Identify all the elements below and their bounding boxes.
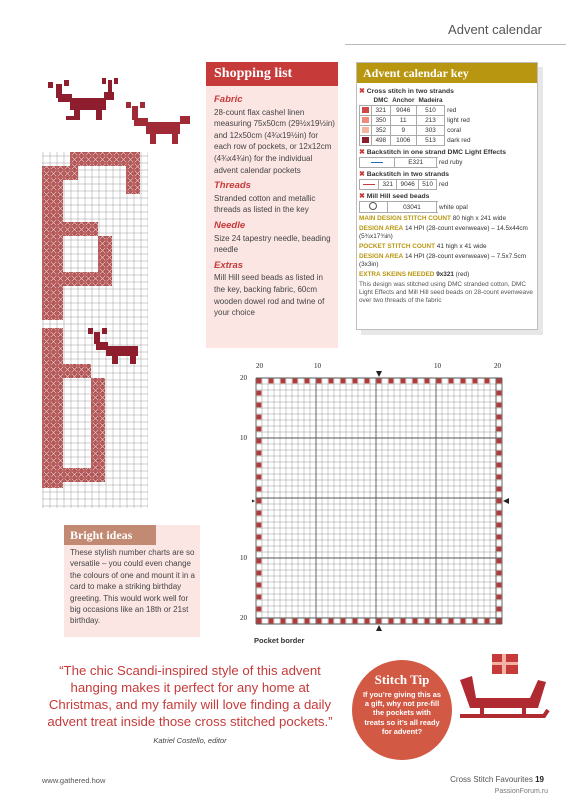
stitch-cell	[329, 379, 334, 384]
stitch-cell	[257, 439, 262, 444]
threads-heading: Threads	[214, 180, 251, 192]
quote-credit: Katriel Costello, editor	[153, 736, 227, 745]
stitch-cell	[497, 463, 502, 468]
centre-arrow-bottom	[376, 625, 382, 631]
reindeer-motif-top	[48, 78, 118, 120]
stitch-cell	[497, 583, 502, 588]
stitch-cell	[257, 451, 262, 456]
stitch-cell	[497, 595, 502, 600]
stitch-cell	[389, 379, 394, 384]
stitch-cell	[437, 379, 442, 384]
key-panel	[356, 62, 538, 330]
stitch-cell	[293, 619, 298, 624]
top-label-left-20: 20	[256, 362, 263, 370]
stitch-cell	[257, 463, 262, 468]
extras-heading: Extras	[214, 259, 244, 271]
stitch-cell	[497, 391, 502, 396]
pocket-border-chart	[252, 370, 512, 630]
extra-skeins: EXTRA SKEINS NEEDED 9x321 (red)	[359, 271, 470, 278]
stitch-cell	[449, 619, 454, 624]
reindeer-motif-second	[126, 102, 190, 144]
thread-table: DMC Anchor Madeira 321 9046 510 red 350 11 213 light red 352 9 303 coral 498 1006 513 dark red	[359, 96, 481, 146]
left-label-top-20: 20	[240, 374, 247, 382]
stitch-cell	[257, 391, 262, 396]
stitch-cell	[257, 595, 262, 600]
table-row: E321 red ruby	[360, 158, 482, 168]
stitch-cell	[257, 547, 262, 552]
stitch-cell	[473, 619, 478, 624]
stitch-cell	[401, 619, 406, 624]
key-section-cross: ✖ Cross stitch in two strands	[359, 88, 454, 95]
swatch-icon	[362, 137, 369, 143]
fabric-text: 28-count flax cashel linen measuring 75x50cm (29½x19½in) and 12x50cm (4¾x19½in) for each row of pockets, or 12x12cm (4¾x4¾in) for the individual advent calendar pockets	[214, 107, 335, 175]
stitch-cell	[269, 619, 274, 624]
left-label-top-10: 10	[240, 434, 247, 442]
table-row: 03041 white opal	[360, 202, 482, 213]
stitch-cell	[317, 379, 322, 384]
stitch-cell	[497, 403, 502, 408]
watermark: PassionForum.ru	[494, 788, 548, 795]
chart-grid	[252, 370, 512, 632]
stitch-cell	[257, 559, 262, 564]
stitch-cell	[329, 619, 334, 624]
stitch-cell	[365, 619, 370, 624]
key-title: Advent calendar key	[357, 63, 537, 83]
stitch-cell	[497, 523, 502, 528]
stitch-cell	[257, 535, 262, 540]
bright-ideas-title: Bright ideas	[64, 525, 156, 545]
top-label-right-20: 20	[494, 362, 501, 370]
table-row: 352 9 303 coral	[360, 126, 481, 136]
stitch-cell	[497, 571, 502, 576]
stitch-cell	[485, 619, 490, 624]
stitch-cell	[425, 619, 430, 624]
stitch-cell	[281, 379, 286, 384]
stitch-cell	[401, 379, 406, 384]
shopping-list-title: Shopping list	[206, 62, 338, 86]
stitch-cell	[257, 619, 262, 624]
bright-ideas-text: These stylish number charts are so versatile – you could even change the colours of one and mount it in a card to make a striking birthday greeting. This would work well for big occasions like an 18th or 21st birthday.	[70, 548, 195, 626]
fabric-heading: Fabric	[214, 94, 243, 105]
stitch-cell	[497, 535, 502, 540]
stitch-cell	[413, 379, 418, 384]
stitch-cell	[461, 379, 466, 384]
centre-arrow-left	[252, 498, 255, 504]
stitch-cell	[257, 583, 262, 588]
stitch-cell	[305, 379, 310, 384]
table-row: 321 9046 510 red	[360, 106, 481, 116]
stitch-cell	[449, 379, 454, 384]
stitch-cell	[257, 415, 262, 420]
chart-caption: Pocket border	[254, 636, 305, 645]
stitch-cell	[437, 619, 442, 624]
stitch-cell	[257, 427, 262, 432]
stitch-cell	[497, 547, 502, 552]
bright-ideas-panel	[64, 525, 200, 637]
line-swatch-icon	[371, 162, 383, 163]
stitch-cell	[497, 415, 502, 420]
stitch-cell	[257, 487, 262, 492]
key-section-beads: ✖ Mill Hill seed beads	[359, 193, 430, 200]
swatch-icon	[362, 107, 369, 113]
table-row: 498 1006 513 dark red	[360, 136, 481, 146]
stitch-cell	[485, 379, 490, 384]
stitch-cell	[269, 379, 274, 384]
stitch-cell	[473, 379, 478, 384]
swatch-icon	[362, 127, 369, 133]
stitch-cell	[389, 619, 394, 624]
page-number: 19	[535, 775, 544, 784]
key-note: This design was stitched using DMC stranded cotton, DMC Light Effects and Mill Hill seed beads on 28-count evenweave over two threads of the fabric	[359, 281, 533, 304]
stitch-cell	[413, 619, 418, 624]
left-label-bottom-20: 20	[240, 614, 247, 622]
stitch-cell	[317, 619, 322, 624]
left-label-bottom-10: 10	[240, 554, 247, 562]
stitch-cell	[497, 511, 502, 516]
stitch-cell	[281, 619, 286, 624]
section-title: Advent calendar	[448, 22, 542, 37]
centre-arrow-top	[376, 371, 382, 377]
table-row: 350 11 213 light red	[360, 116, 481, 126]
stitch-cell	[377, 379, 382, 384]
extras-text: Mill Hill seed beads as listed in the key, backing fabric, 60cm wooden dowel rod and twine of your choice	[214, 273, 325, 318]
needle-text: Size 24 tapestry needle, beading needle	[214, 233, 331, 255]
design-area-main: DESIGN AREA 14 HPI (28-count evenweave) – 14.5x44cm (5¾x17¾in)	[359, 225, 528, 240]
stitch-cell	[353, 379, 358, 384]
stitch-cell	[257, 379, 262, 384]
stitch-cell	[497, 379, 502, 384]
stitch-cell	[293, 379, 298, 384]
design-area-pocket: DESIGN AREA 14 HPI (28-count evenweave) – 7.5x7.5cm (3x3in)	[359, 253, 527, 268]
sleigh-icon	[452, 650, 552, 740]
stitch-cell	[497, 607, 502, 612]
stitch-cell	[497, 499, 502, 504]
stitch-cell	[257, 403, 262, 408]
editor-quote: “The chic Scandi-inspired style of this advent hanging makes it perfect for any home at Christmas, and my family will love finding a daily advent treat inside those cross stitched pockets.”	[47, 663, 333, 729]
footer-url[interactable]: www.gathered.how	[42, 776, 106, 785]
top-label-right-10: 10	[434, 362, 441, 370]
stitch-cell	[425, 379, 430, 384]
stitch-cell	[461, 619, 466, 624]
header-divider	[345, 44, 566, 45]
key-section-backstitch-2: ✖ Backstitch in two strands	[359, 171, 450, 178]
stitch-tip-title: Stitch Tip	[374, 672, 430, 687]
main-stitch-count: MAIN DESIGN STITCH COUNT 80 high x 241 wide	[359, 215, 507, 222]
stitch-cell	[257, 607, 262, 612]
key-section-backstitch-1: ✖ Backstitch in one strand DMC Light Effects	[359, 149, 507, 156]
stitch-cell	[257, 475, 262, 480]
stitch-tip-badge	[352, 660, 452, 760]
bead-circle-icon	[369, 202, 377, 210]
table-row: 321 9046 510 red	[360, 180, 482, 190]
stitch-cell	[377, 619, 382, 624]
stitch-cell	[257, 511, 262, 516]
stitch-cell	[257, 571, 262, 576]
stitch-cell	[305, 619, 310, 624]
stitch-cell	[341, 379, 346, 384]
top-label-left-10: 10	[314, 362, 321, 370]
reindeer-border-chart	[36, 72, 196, 512]
stitch-cell	[497, 427, 502, 432]
line-swatch-icon	[363, 184, 375, 185]
stitch-cell	[497, 619, 502, 624]
stitch-cell	[353, 619, 358, 624]
swatch-icon	[362, 117, 369, 123]
threads-text: Stranded cotton and metallic threads as listed in the key	[214, 193, 316, 215]
stitch-cell	[257, 523, 262, 528]
stitch-cell	[497, 475, 502, 480]
stitch-cell	[497, 451, 502, 456]
centre-arrow-right	[503, 498, 509, 504]
footer-magazine: Cross Stitch Favourites 19	[450, 775, 544, 784]
shopping-list-panel	[206, 62, 338, 348]
stitch-cell	[497, 439, 502, 444]
stitch-cell	[497, 559, 502, 564]
stitch-cell	[497, 487, 502, 492]
pocket-stitch-count: POCKET STITCH COUNT 41 high x 41 wide	[359, 243, 487, 250]
stitch-tip-text: If you’re giving this as a gift, why not pre-fill the pockets with treats so it’s all ready for advent?	[362, 690, 442, 736]
stitch-cell	[341, 619, 346, 624]
needle-heading: Needle	[214, 219, 246, 231]
stitch-cell	[365, 379, 370, 384]
stitch-cell	[257, 499, 262, 504]
